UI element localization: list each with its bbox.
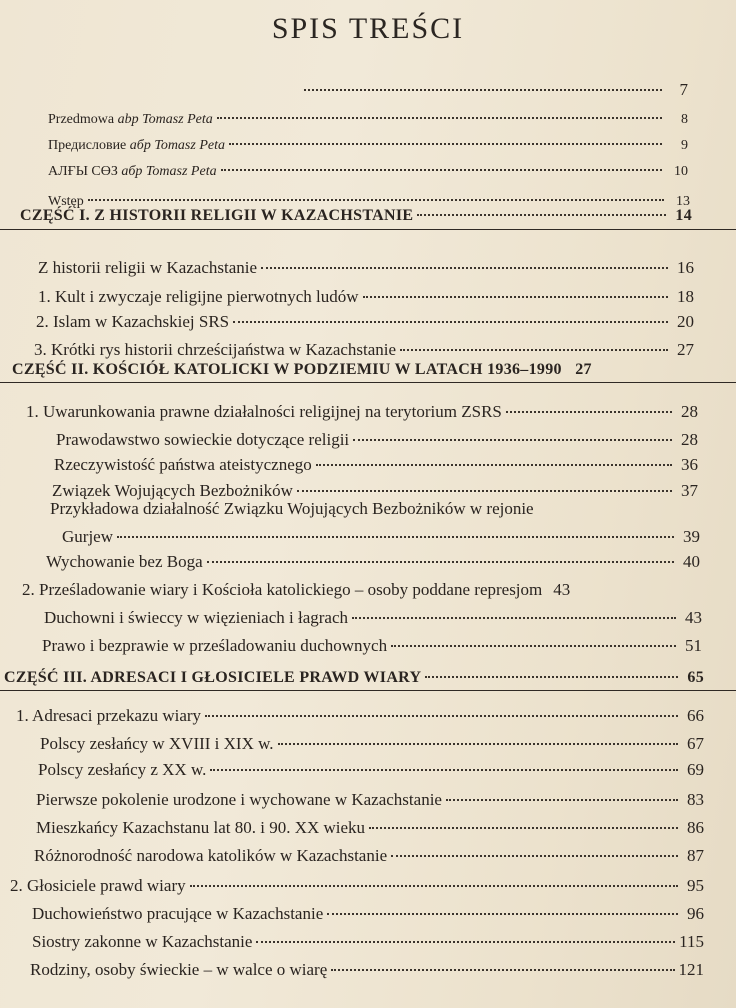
toc-entry — [22, 580, 702, 600]
leader-dots — [391, 855, 678, 857]
page-number: 83 — [687, 790, 704, 809]
toc-entry — [300, 80, 688, 100]
toc-entry — [10, 876, 704, 896]
entry-label: 1. Adresaci przekazu wiary — [16, 706, 202, 725]
toc-entry — [30, 960, 704, 980]
page-number: 115 — [679, 932, 704, 951]
leader-dots — [446, 799, 678, 801]
entry-label: Prawo i bezprawie w prześladowaniu duchownych — [42, 636, 388, 655]
toc-entry — [38, 258, 694, 278]
toc-entry — [16, 706, 704, 726]
leader-dots — [221, 169, 662, 171]
leader-dots — [363, 296, 668, 298]
leader-dots — [425, 676, 678, 678]
entry-label: Mieszkańcy Kazachstanu lat 80. i 90. XX wieku — [36, 818, 366, 837]
entry-label: CZĘŚĆ II. KOŚCIÓŁ KATOLICKI W PODZIEMIU W LATACH 1936–1990 — [12, 361, 562, 378]
page-number: 36 — [681, 455, 698, 474]
entry-label: Przedmowa abp Tomasz Peta — [48, 112, 213, 127]
entry-label: 3. Krótki rys historii chrześcijaństwa w Kazachstanie — [34, 340, 397, 359]
entry-label: 2. Islam w Kazachskiej SRS — [36, 312, 230, 331]
page-number: 37 — [681, 481, 698, 500]
entry-label: CZĘŚĆ I. Z HISTORII RELIGII W KAZACHSTANIE — [20, 207, 414, 224]
toc-entry — [56, 430, 698, 450]
leader-dots — [400, 349, 668, 351]
page-number: 87 — [687, 846, 704, 865]
page-number: 51 — [685, 636, 702, 655]
leader-dots — [256, 941, 675, 943]
page-number: 7 — [679, 80, 688, 99]
page-number: 121 — [678, 960, 704, 979]
leader-dots — [233, 321, 668, 323]
toc-entry — [44, 608, 702, 628]
leader-dots — [297, 490, 672, 492]
page-number: 14 — [675, 207, 692, 224]
toc-entry — [34, 846, 704, 866]
toc-entry — [34, 340, 694, 360]
entry-label: CZĘŚĆ III. ADRESACI I GŁOSICIELE PRAWD WIARY — [4, 669, 422, 686]
page-title: SPIS TREŚCI — [271, 12, 465, 45]
toc-entry — [48, 162, 688, 182]
page-number: 67 — [687, 734, 704, 753]
page-number: 39 — [683, 527, 700, 546]
entry-label: АЛҒЫ СӨЗ абр Tomasz Peta — [48, 164, 217, 179]
leader-dots — [331, 969, 674, 971]
entry-label: Prawodawstwo sowieckie dotyczące religii — [56, 430, 350, 449]
page-number: 27 — [677, 340, 694, 359]
toc-entry — [62, 527, 700, 547]
toc-entry — [54, 455, 698, 475]
entry-label: 1. Kult i zwyczaje religijne pierwotnych ludów — [38, 287, 359, 306]
toc-part-heading — [12, 360, 696, 380]
part-divider-rule — [0, 382, 736, 383]
page-number: 96 — [687, 904, 704, 923]
page-number: 13 — [676, 194, 690, 209]
entry-label: Wstęp — [48, 194, 84, 209]
entry-label: 1. Uwarunkowania prawne działalności religijnej na terytorium ZSRS — [26, 402, 502, 421]
leader-dots — [391, 645, 676, 647]
toc-entry — [36, 312, 694, 332]
entry-label: Duchowieństwo pracujące w Kazachstanie — [32, 904, 324, 923]
toc-entry — [38, 760, 704, 780]
leader-dots — [327, 913, 678, 915]
page-number: 27 — [575, 361, 592, 378]
toc-entry — [42, 636, 702, 656]
entry-label: 2. Głosiciele prawd wiary — [10, 876, 186, 895]
leader-dots — [304, 89, 662, 91]
leader-dots — [217, 117, 662, 119]
entry-label: Polscy zesłańcy z XX w. — [38, 760, 207, 779]
toc-entry — [26, 402, 698, 422]
page-number: 18 — [677, 287, 694, 306]
page-number: 43 — [685, 608, 702, 627]
page-number: 10 — [674, 164, 688, 179]
leader-dots — [190, 885, 678, 887]
part-divider-rule — [0, 229, 736, 230]
page-number: 9 — [681, 138, 688, 153]
page-number: 16 — [677, 258, 694, 277]
toc-entry — [48, 136, 688, 156]
leader-dots — [316, 464, 672, 466]
entry-label: Różnorodność narodowa katolików w Kazachstanie — [34, 846, 388, 865]
leader-dots — [117, 536, 674, 538]
entry-label: Wychowanie bez Boga — [46, 552, 203, 571]
leader-dots — [278, 743, 678, 745]
leader-dots — [88, 199, 664, 201]
toc-entry — [48, 110, 688, 130]
leader-dots — [210, 769, 678, 771]
page-number: 65 — [687, 669, 704, 686]
leader-dots — [229, 143, 662, 145]
part-divider-rule — [0, 690, 736, 691]
entry-label: Rodziny, osoby świeckie – w walce o wiarę — [30, 960, 328, 979]
page-number: 69 — [687, 760, 704, 779]
toc-entry-label: Przykładowa działalność Związku Wojujących Bezbożników w rejonie — [50, 499, 534, 518]
toc-entry — [40, 734, 704, 754]
leader-dots — [369, 827, 678, 829]
leader-dots — [506, 411, 672, 413]
toc-entry — [36, 790, 704, 810]
leader-dots — [353, 439, 672, 441]
entry-label: Z historii religii w Kazachstanie — [38, 258, 258, 277]
page-number: 8 — [681, 112, 688, 127]
entry-label: Предисловие абр Tomasz Peta — [48, 138, 225, 153]
entry-label: Związek Wojujących Bezbożników — [52, 481, 293, 500]
toc-entry — [46, 552, 700, 572]
leader-dots — [205, 715, 678, 717]
page-number: 20 — [677, 312, 694, 331]
leader-dots — [261, 267, 668, 269]
page-number: 28 — [681, 402, 698, 421]
page-number: 66 — [687, 706, 704, 725]
entry-label: Duchowni i świeccy w więzieniach i łagrach — [44, 608, 348, 627]
page-number: 43 — [553, 580, 571, 599]
toc-entry — [32, 904, 704, 924]
entry-label: Gurjew — [62, 527, 113, 546]
entry-label: Rzeczywistość państwa ateistycznego — [54, 455, 312, 474]
toc-entry — [36, 818, 704, 838]
entry-label: Pierwsze pokolenie urodzone i wychowane w Kazachstanie — [36, 790, 442, 809]
leader-dots — [417, 214, 666, 216]
page-number: 40 — [683, 552, 700, 571]
entry-label: 2. Prześladowanie wiary i Kościoła katolickiego – osoby poddane represjom — [22, 580, 543, 599]
page-number: 86 — [687, 818, 704, 837]
toc-part-heading — [20, 206, 692, 226]
leader-dots — [207, 561, 674, 563]
leader-dots — [352, 617, 676, 619]
entry-label: Polscy zesłańcy w XVIII i XIX w. — [40, 734, 274, 753]
toc-entry — [32, 932, 704, 952]
entry-label: Siostry zakonne w Kazachstanie — [32, 932, 253, 951]
toc-entry — [38, 287, 694, 307]
page-number: 28 — [681, 430, 698, 449]
page-number: 95 — [687, 876, 704, 895]
toc-part-heading — [4, 668, 704, 688]
